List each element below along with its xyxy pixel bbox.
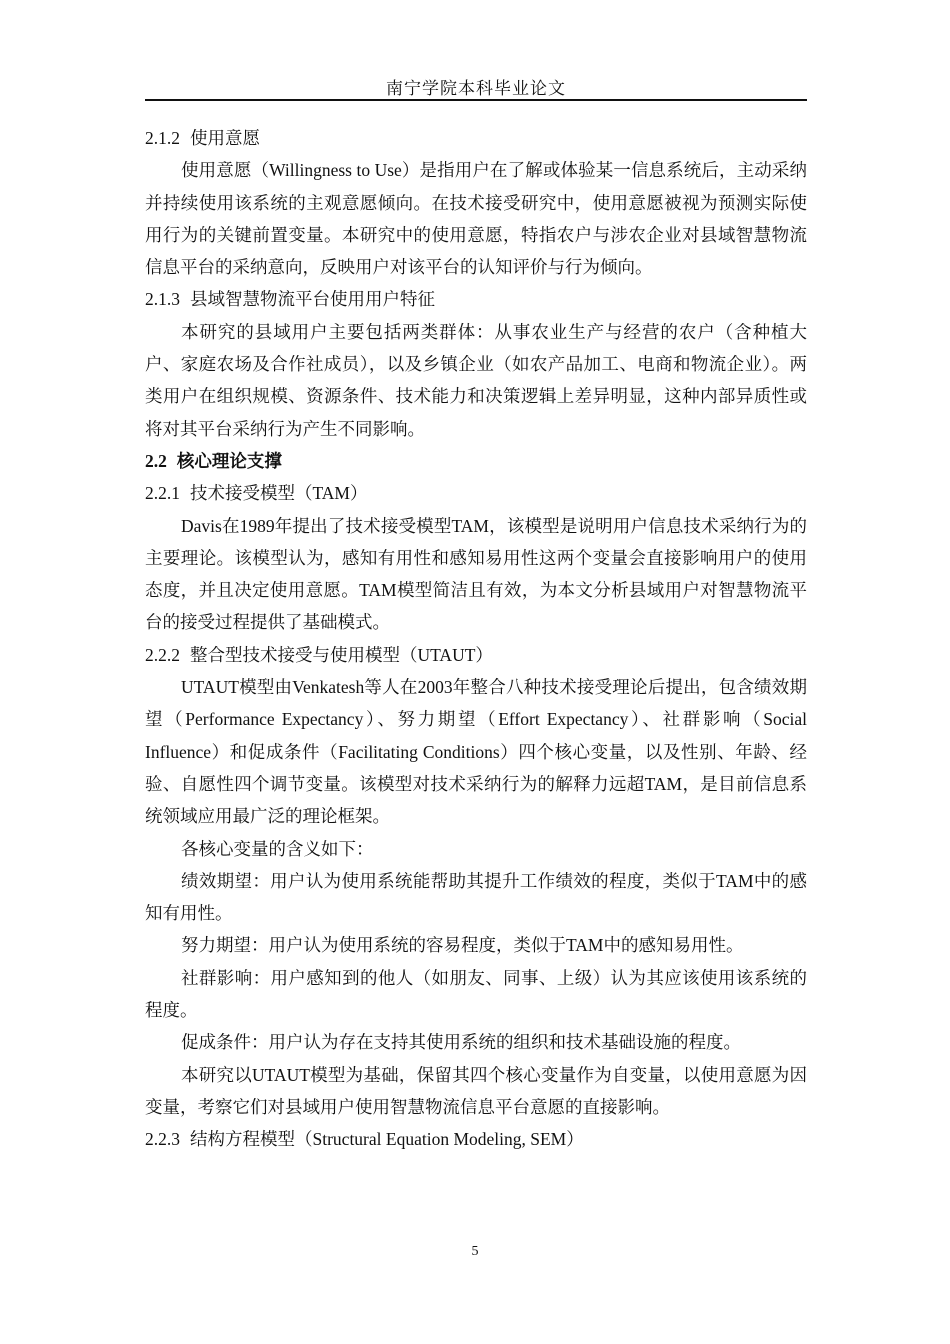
paragraph: 本研究以UTAUT模型为基础，保留其四个核心变量作为自变量，以使用意愿为因变量，考察它们对县域用户使用智慧物流信息平台意愿的直接影响。 — [145, 1064, 807, 1117]
heading-number: 2.2.2 — [145, 644, 180, 665]
heading-number: 2.2.1 — [145, 483, 180, 504]
heading-title: 县域智慧物流平台使用用户特征 — [190, 289, 435, 310]
paragraph: UTAUT模型由Venkatesh等人在2003年整合八种技术接受理论后提出，包含绩效期望（Performance Expectancy）、努力期望（Effort Expectancy）、社群影响（Social Influence）和促成条件（Facilitating Conditions）四个核心变量，以及性别、年龄、经验、自愿性四个调节变量。该模型对技术采纳行为的解释力远超TAM，是目前信息系统领域应用最广泛的理论框架。 — [145, 677, 807, 827]
paragraph: Davis在1989年提出了技术接受模型TAM，该模型是说明用户信息技术采纳行为的主要理论。该模型认为，感知有用性和感知易用性这两个变量会直接影响用户的使用态度，并且决定使用意愿。TAM模型简洁且有效，为本文分析县域用户对智慧物流平台的接受过程提供了基础模式。 — [145, 515, 807, 633]
heading-2-2 — [145, 445, 807, 477]
heading-2-1-2 — [145, 122, 807, 154]
page-number: 5 — [471, 1244, 479, 1259]
heading-2-2-3 — [145, 1123, 807, 1155]
heading-2-1-3 — [145, 283, 807, 315]
heading-number: 2.2.3 — [145, 1129, 180, 1150]
paragraph: 本研究的县域用户主要包括两类群体：从事农业生产与经营的农户（含种植大户、家庭农场及合作社成员），以及乡镇企业（如农产品加工、电商和物流企业）。两类用户在组织规模、资源条件、技术能力和决策逻辑上差异明显，这种内部异质性或将对其平台采纳行为产生不同影响。 — [145, 321, 807, 439]
running-header: 南宁学院本科毕业论文 — [386, 79, 566, 98]
heading-title: 技术接受模型（TAM） — [190, 483, 368, 504]
paragraph: 促成条件：用户认为存在支持其使用系统的组织和技术基础设施的程度。 — [181, 1032, 741, 1053]
heading-number: 2.1.2 — [145, 128, 180, 148]
heading-title: 结构方程模型（Structural Equation Modeling, SEM） — [190, 1129, 584, 1150]
heading-2-2-1 — [145, 477, 807, 509]
heading-2-2-2 — [145, 639, 807, 671]
paragraph: 绩效期望：用户认为使用系统能帮助其提升工作绩效的程度，类似于TAM中的感知有用性。 — [145, 870, 807, 924]
heading-number: 2.1.3 — [145, 289, 180, 310]
heading-title: 整合型技术接受与使用模型（UTAUT） — [190, 644, 493, 665]
paragraph: 社群影响：用户感知到的他人（如朋友、同事、上级）认为其应该使用该系统的程度。 — [145, 967, 807, 1021]
heading-title: 核心理论支撑 — [176, 450, 282, 471]
heading-number: 2.2 — [145, 450, 167, 471]
paragraph: 各核心变量的含义如下： — [181, 838, 374, 859]
paragraph: 使用意愿（Willingness to Use）是指用户在了解或体验某一信息系统后，主动采纳并持续使用该系统的主观意愿倾向。在技术接受研究中，使用意愿被视为预测实际使用行为的关键前置变量。本研究中的使用意愿，特指农户与涉农企业对县域智慧物流信息平台的采纳意向，反映用户对该平台的认知评价与行为倾向。 — [145, 160, 807, 278]
heading-title: 使用意愿 — [190, 128, 260, 148]
paragraph: 努力期望：用户认为使用系统的容易程度，类似于TAM中的感知易用性。 — [181, 935, 744, 956]
header-divider — [145, 99, 807, 101]
body-text — [145, 122, 807, 1156]
